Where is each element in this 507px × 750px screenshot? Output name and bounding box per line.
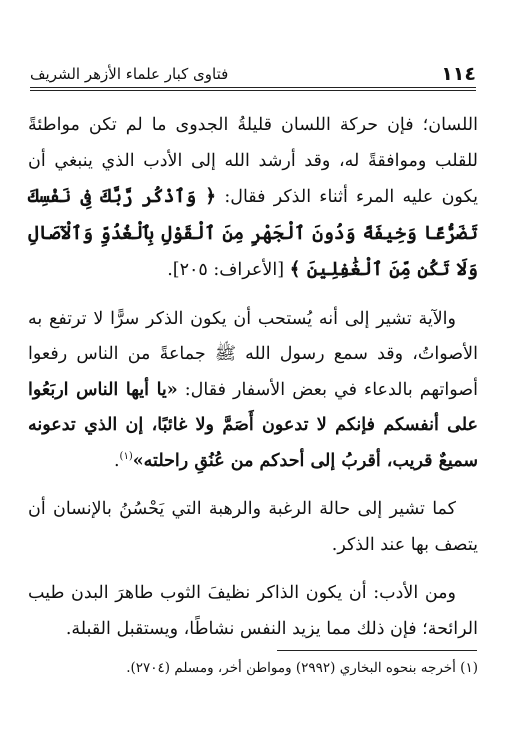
quran-verse: ﴿ وَٱذْكُر رَّبَّكَ فِى نَفْسِكَ تَضَرُّعًا وَخِيفَةً وَدُونَ ٱلْجَهْرِ مِنَ ٱلْقَوْلِ بِٱلْغُدُوِّ وَٱلْآصَالِ وَلَا تَكُن مِّنَ ٱلْغَٰفِلِينَ ﴾ bbox=[28, 186, 478, 280]
paragraph-2 bbox=[28, 302, 478, 480]
body-text bbox=[28, 108, 478, 647]
footnote: (١) أخرجه بنحوه البخاري (٢٩٩٢) ومواطن أخر، ومسلم (٢٧٠٤). bbox=[126, 660, 478, 676]
footnote-rule bbox=[277, 650, 477, 651]
hadith-quote: «يا أيها الناس اربَعُوا على أنفسكم فإنكم لا تدعون أَصَمَّ ولا غائبًا، إن الذي تدعونه سميعٌ قريب، أقربُ إلى أحدكم من عُنُقِ راحلته» bbox=[28, 379, 478, 471]
running-title: فتاوى كبار علماء الأزهر الشريف bbox=[30, 65, 229, 83]
paragraph-4: ومن الأدب: أن يكون الذاكر نظيفَ الثوب طاهرَ البدن طيب الرائحة؛ فإن ذلك مما يزيد النفس نشاطًا، ويستقبل القبلة. bbox=[28, 583, 478, 639]
verse-reference: [الأعراف: ٢٠٥]. bbox=[167, 260, 285, 280]
paragraph-3: كما تشير إلى حالة الرغبة والرهبة التي يَحْسُنُ بالإنسان أن يتصف بها عند الذكر. bbox=[28, 499, 478, 555]
header-rule bbox=[30, 87, 476, 91]
paragraph-1-text: اللسان؛ فإن حركة اللسان قليلةُ الجدوى ما لم تكن مواطئةً للقلب وموافقةً له، وقد أرشد الله إلى الأدب الذي ينبغي أن يكون عليه المرء أثناء الذكر فقال: bbox=[28, 115, 478, 207]
footnote-marker: (١) bbox=[119, 450, 133, 462]
paragraph-1 bbox=[28, 108, 478, 289]
paragraph-2-text: والآية تشير إلى أنه يُستحب أن يكون الذكر سرًّا لا ترتفع به الأصواتُ، وقد سمع رسول الله ﷺ جماعةً من الناس رفعوا أصواتهم بالدعاء في بعض الأسفار فقال: bbox=[28, 308, 478, 400]
paragraph-2-end: . bbox=[113, 450, 120, 471]
page-header bbox=[30, 62, 476, 86]
page-number: ١١٤ bbox=[441, 63, 476, 85]
